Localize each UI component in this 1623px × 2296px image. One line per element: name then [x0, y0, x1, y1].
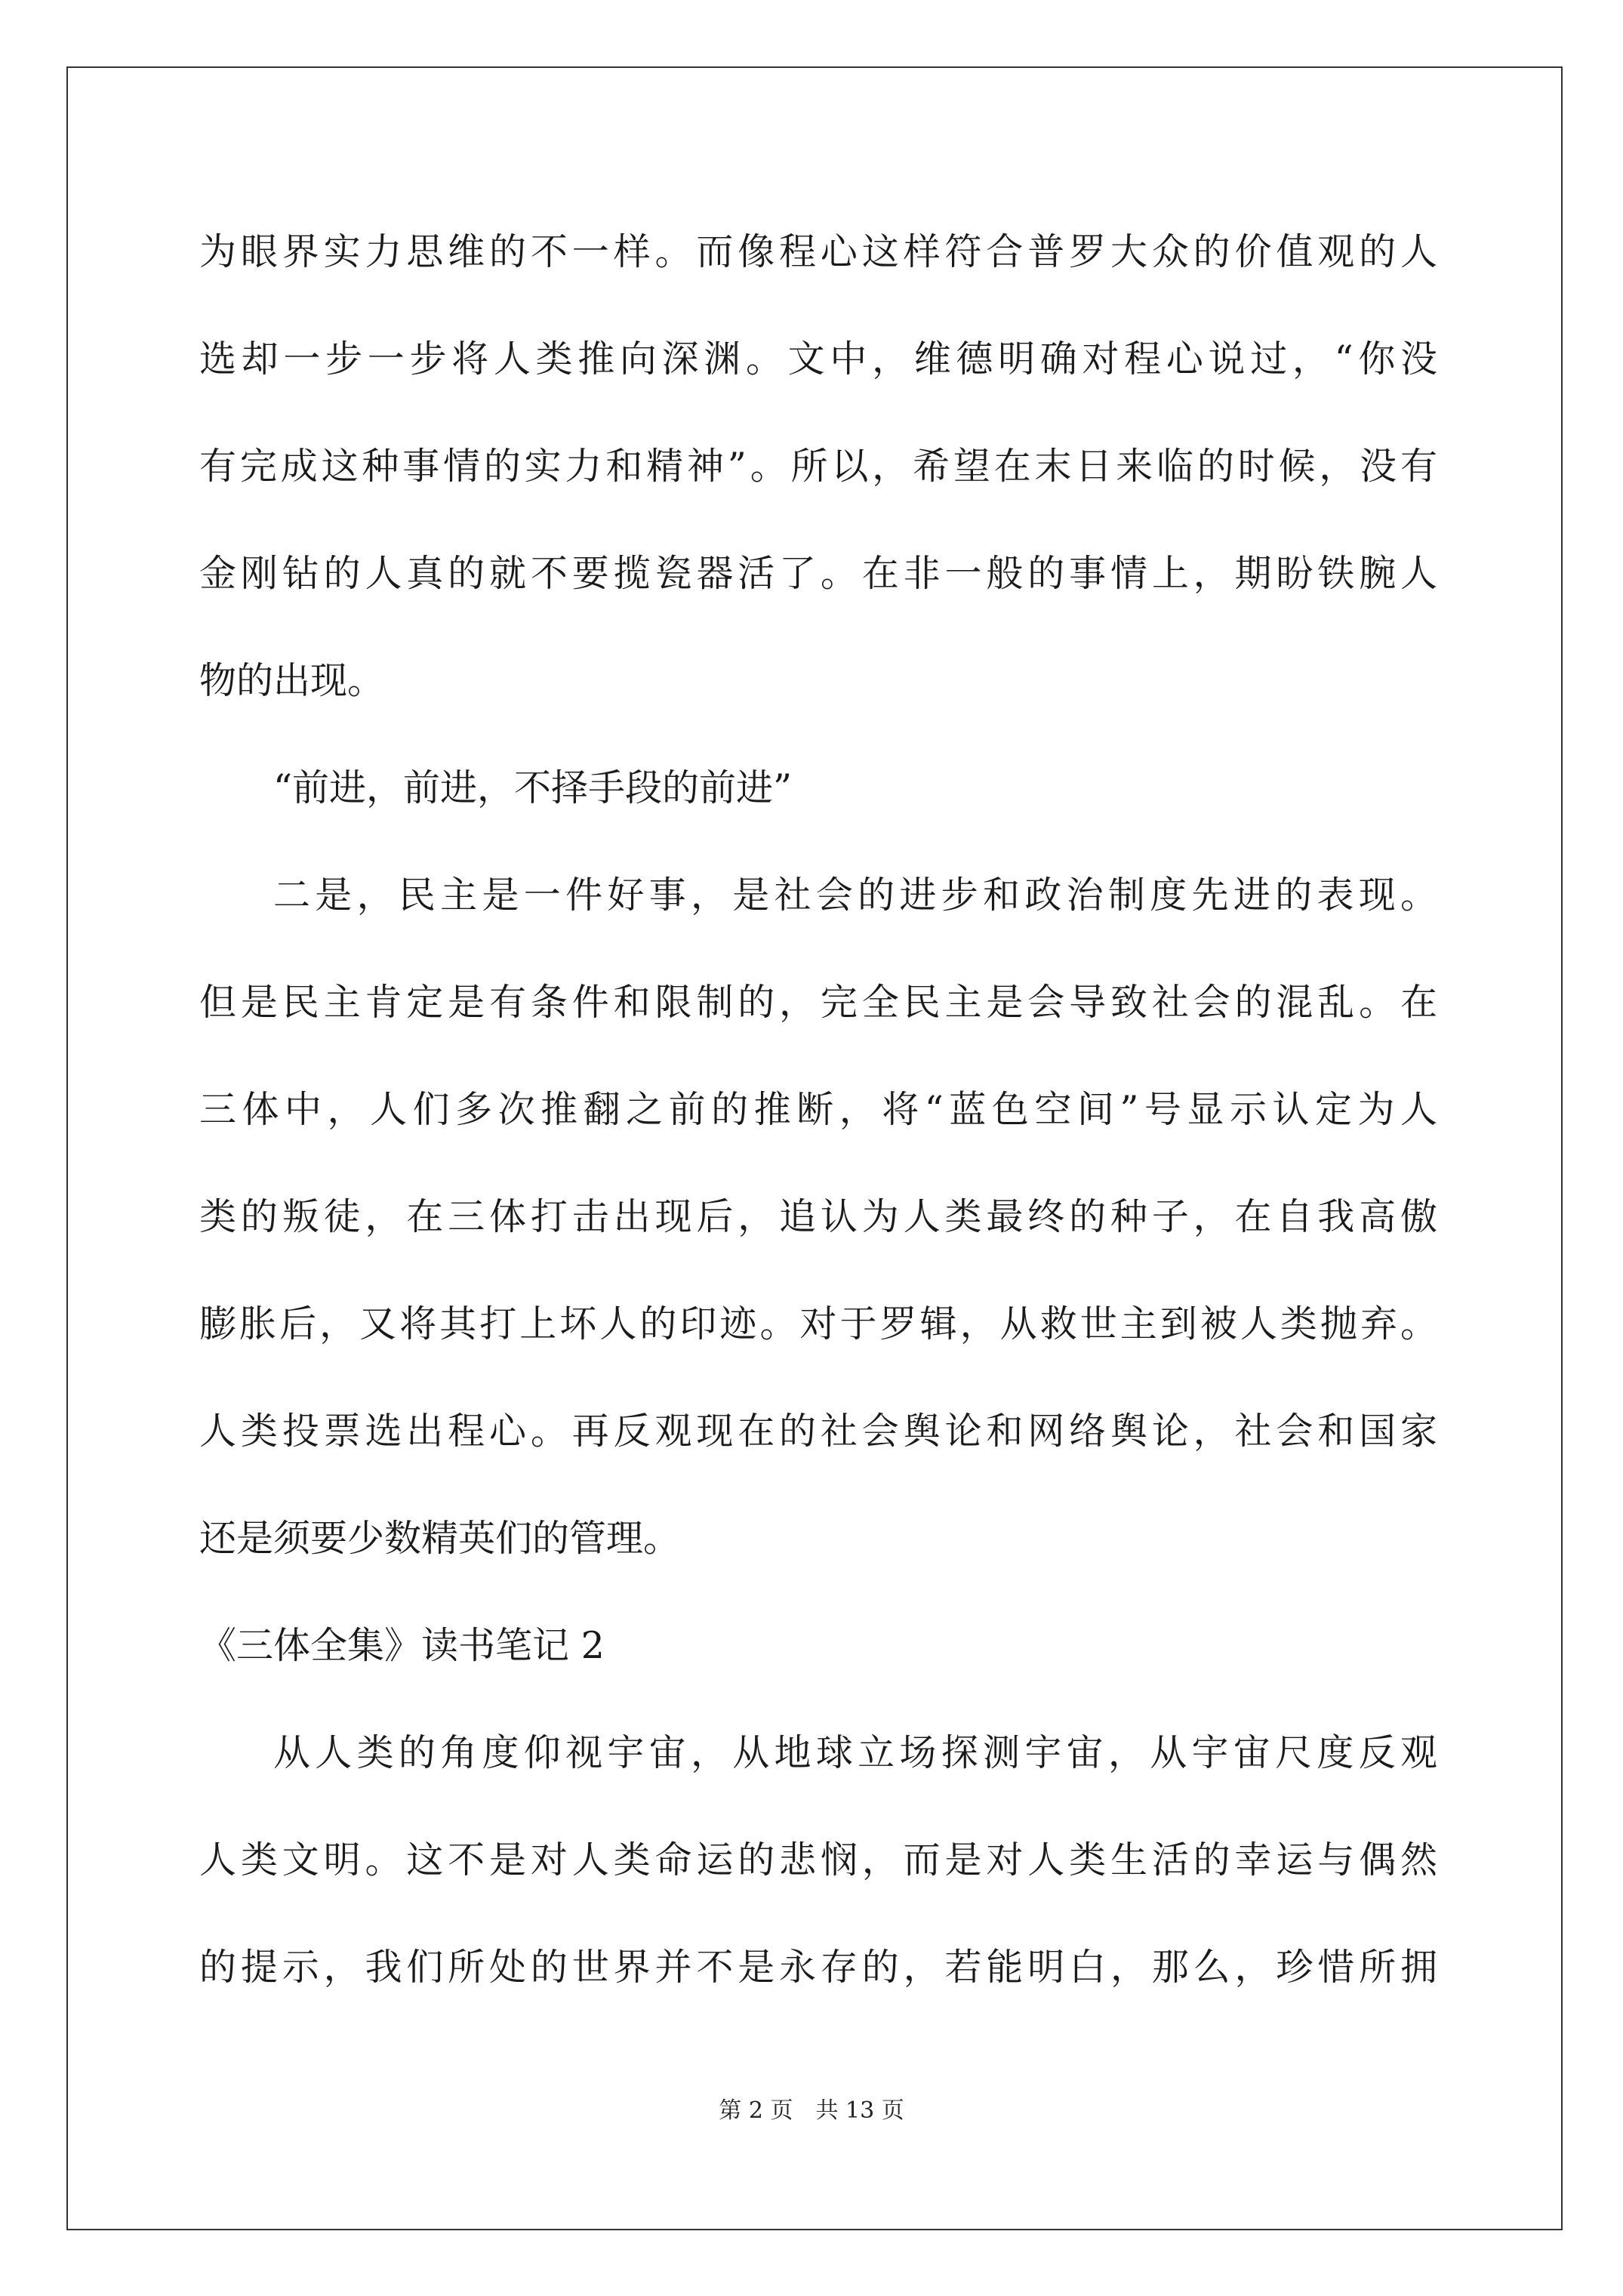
- text-line: 类的叛徒，在三体打击出现后，追认为人类最终的种子，在自我高傲: [199, 1195, 1437, 1238]
- page-number-footer: 第 2 页 共 13 页: [719, 2097, 904, 2124]
- text-line: 人类文明。这不是对人类命运的悲悯，而是对人类生活的幸运与偶然: [199, 1838, 1437, 1881]
- text-line: 选却一步一步将人类推向深渊。文中，维德明确对程心说过，“你没: [199, 337, 1437, 381]
- text-line: 物的出现。: [199, 659, 385, 702]
- text-line: 但是民主肯定是有条件和限制的，完全民主是会导致社会的混乱。在: [199, 981, 1437, 1024]
- text-line: 人类投票选出程心。再反观现在的社会舆论和网络舆论，社会和国家: [199, 1410, 1437, 1453]
- text-line: 还是须要少数精英们的管理。: [199, 1517, 681, 1560]
- text-line: 二是，民主是一件好事，是社会的进步和政治制度先进的表现。: [273, 874, 1437, 917]
- section-heading: 《三体全集》读书笔记 2: [199, 1624, 605, 1667]
- text-line: 膨胀后，又将其打上坏人的印迹。对于罗辑，从救世主到被人类抛弃。: [199, 1302, 1437, 1345]
- text-line: 为眼界实力思维的不一样。而像程心这样符合普罗大众的价值观的人: [199, 230, 1437, 273]
- text-line: 有完成这种事情的实力和精神”。所以，希望在末日来临的时候，没有: [199, 445, 1437, 488]
- text-line: 三体中，人们多次推翻之前的推断，将“蓝色空间”号显示认定为人: [199, 1088, 1437, 1131]
- text-line: 的提示，我们所处的世界并不是永存的，若能明白，那么，珍惜所拥: [199, 1946, 1437, 1989]
- text-line: 从人类的角度仰视宇宙，从地球立场探测宇宙，从宇宙尺度反观: [273, 1731, 1437, 1774]
- text-line: “前进，前进，不择手段的前进”: [273, 766, 793, 809]
- page-border: [66, 66, 1563, 2230]
- text-line: 金刚钻的人真的就不要揽瓷器活了。在非一般的事情上，期盼铁腕人: [199, 552, 1437, 595]
